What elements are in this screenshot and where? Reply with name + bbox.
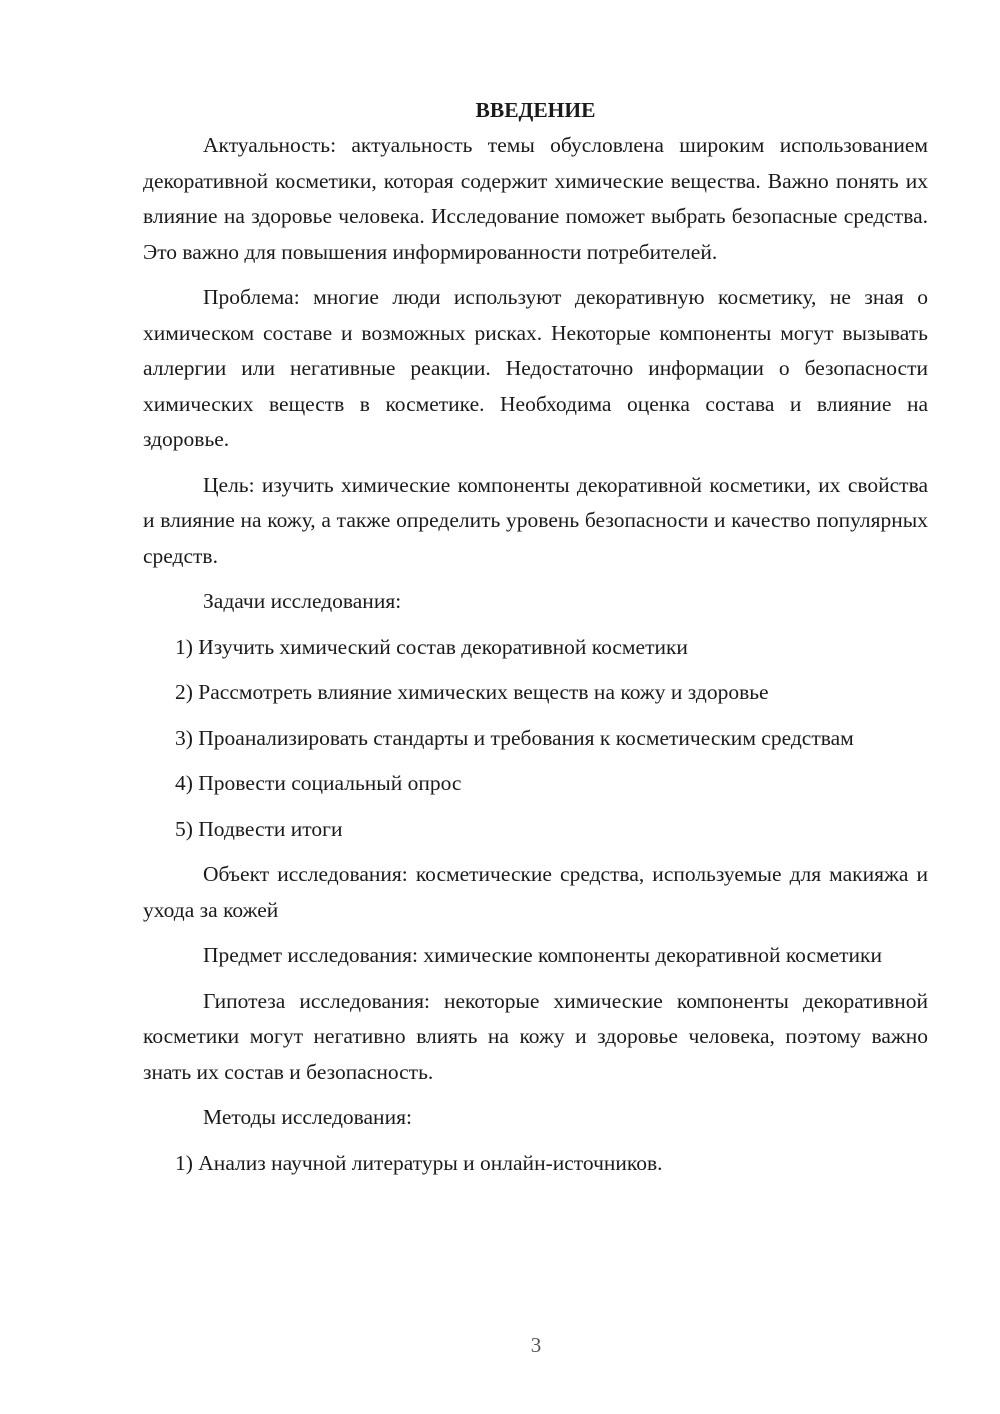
page-number: 3 [530,1333,542,1357]
paragraph-hypothesis: Гипотеза исследования: некоторые химические компоненты декоративной косметики могут негативно влиять на кожу и здоровье человека, поэтому важно знать их состав и безопасность. [143,988,928,1084]
paragraph-subject: Предмет исследования: химические компоненты декоративной косметики [203,943,883,967]
method-item-1: 1) Анализ научной литературы и онлайн-источников. [175,1150,663,1175]
methods-heading: Методы исследования: [203,1105,412,1129]
task-item-1: 1) Изучить химический состав декоративной косметики [175,634,688,659]
task-item-2: 2) Рассмотреть влияние химических веществ на кожу и здоровье [175,680,769,704]
tasks-heading: Задачи исследования: [203,589,402,613]
task-item-4: 4) Провести социальный опрос [175,771,462,795]
paragraph-object: Объект исследования: косметические средства, используемые для макияжа и ухода за кожей [143,862,928,922]
paragraph-goal: Цель: изучить химические компоненты декоративной косметики, их свойства и влияние на кожу, а также определить уровень безопасности и качество популярных средств. [143,472,928,568]
task-item-3: 3) Проанализировать стандарты и требования к косметическим средствам [175,725,854,750]
document-page [143,92,928,1181]
task-item-5: 5) Подвести итоги [175,816,343,841]
section-title: ВВЕДЕНИЕ [475,98,596,122]
paragraph-relevance: Актуальность: актуальность темы обусловлена широким использованием декоративной косметики, которая содержит химические вещества. Важно понять их влияние на здоровье человека. Исследование поможет выбрать безопасные средства. Это важно для повышения информированности потребителей. [143,133,928,264]
paragraph-problem: Проблема: многие люди используют декоративную косметику, не зная о химическом составе и возможных рисках. Некоторые компоненты могут вызывать аллергии или негативные реакции. Недостаточно информации о безопасности химических веществ в косметике. Необходима оценка состава и влияние на здоровье. [143,285,928,451]
